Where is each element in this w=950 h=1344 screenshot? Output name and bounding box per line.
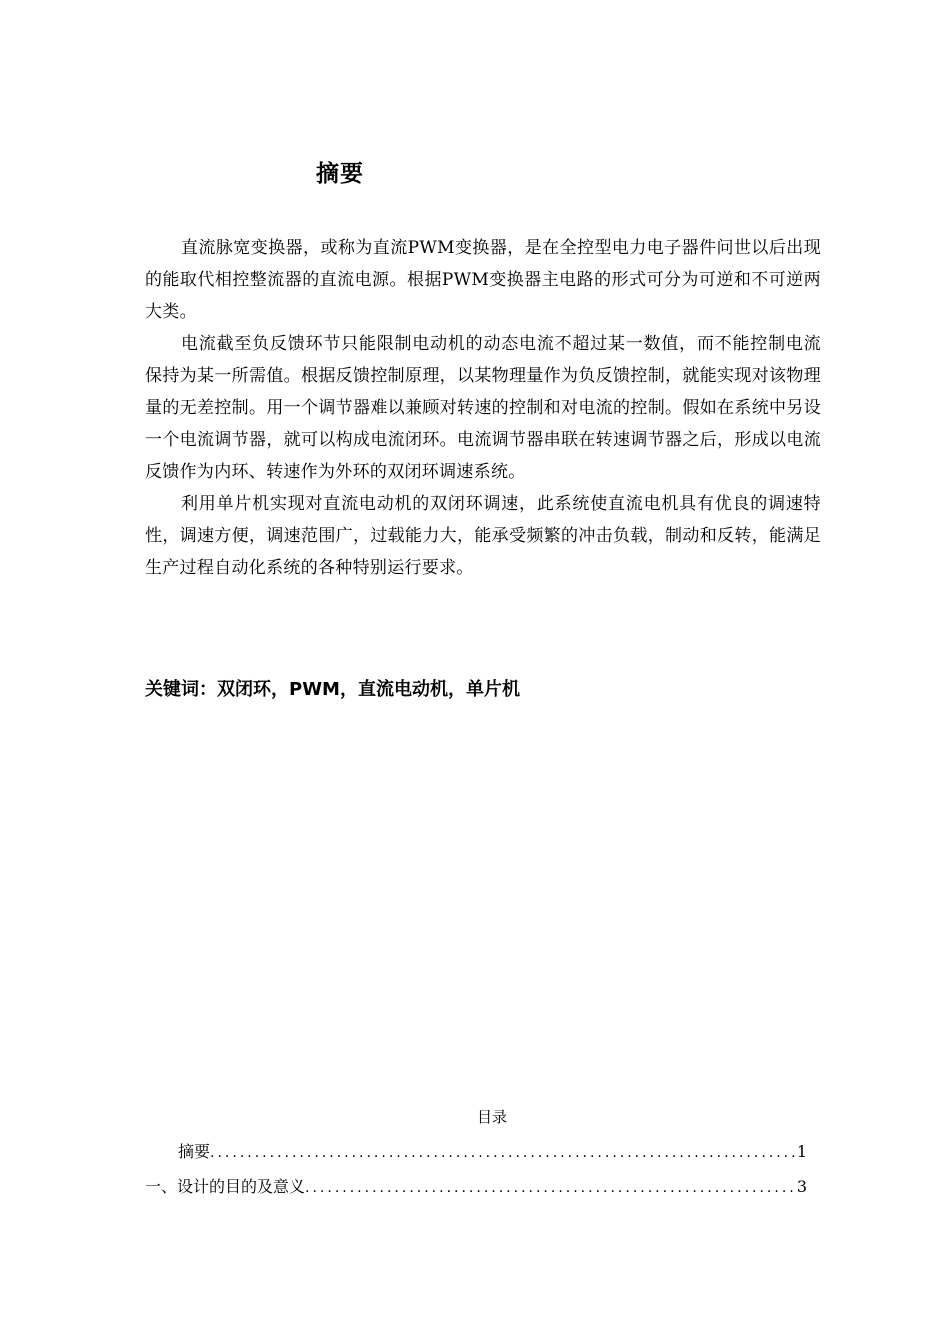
toc-page-number: 1 xyxy=(796,1142,807,1161)
keywords-line: 关键词：双闭环，PWM，直流电动机，单片机 xyxy=(145,679,520,700)
toc-dot-leader xyxy=(305,1175,795,1201)
abstract-paragraph-3: 利用单片机实现对直流电动机的双闭环调速，此系统使直流电机具有优良的调速特性，调速方便，调速范围广，过载能力大，能承受频繁的冲击负载，制动和反转，能满足生产过程自动化系统的各种特别运行要求。 xyxy=(145,494,821,578)
toc-entry-label: 一、设计的目的及意义 xyxy=(145,1177,306,1196)
abstract-title: 摘要 xyxy=(316,161,364,187)
abstract-paragraph-2: 电流截至负反馈环节只能限制电动机的动态电流不超过某一数值，而不能控制电流保持为某一所需值。根据反馈控制原理，以某物理量作为负反馈控制，就能实现对该物理量的无差控制。用一个调节器难以兼顾对转速的控制和对电流的控制。假如在系统中另设一个电流调节器，就可以构成电流闭环。电流调节器串联在转速调节器之后，形成以电流反馈作为内环、转速作为外环的双闭环调速系统。 xyxy=(145,334,821,482)
abstract-body xyxy=(145,232,821,584)
toc-title: 目录 xyxy=(476,1108,507,1126)
abstract-paragraph-1: 直流脉宽变换器，或称为直流PWM变换器，是在全控型电力电子器件问世以后出现的能取代相控整流器的直流电源。根据PWM变换器主电路的形式可分为可逆和不可逆两大类。 xyxy=(145,238,821,322)
toc-dot-leader xyxy=(210,1140,795,1166)
toc-entry[interactable] xyxy=(145,1174,807,1201)
toc-page-number: 3 xyxy=(796,1177,807,1196)
toc-entry-label: 摘要 xyxy=(178,1142,211,1161)
toc-entry[interactable] xyxy=(178,1139,807,1166)
